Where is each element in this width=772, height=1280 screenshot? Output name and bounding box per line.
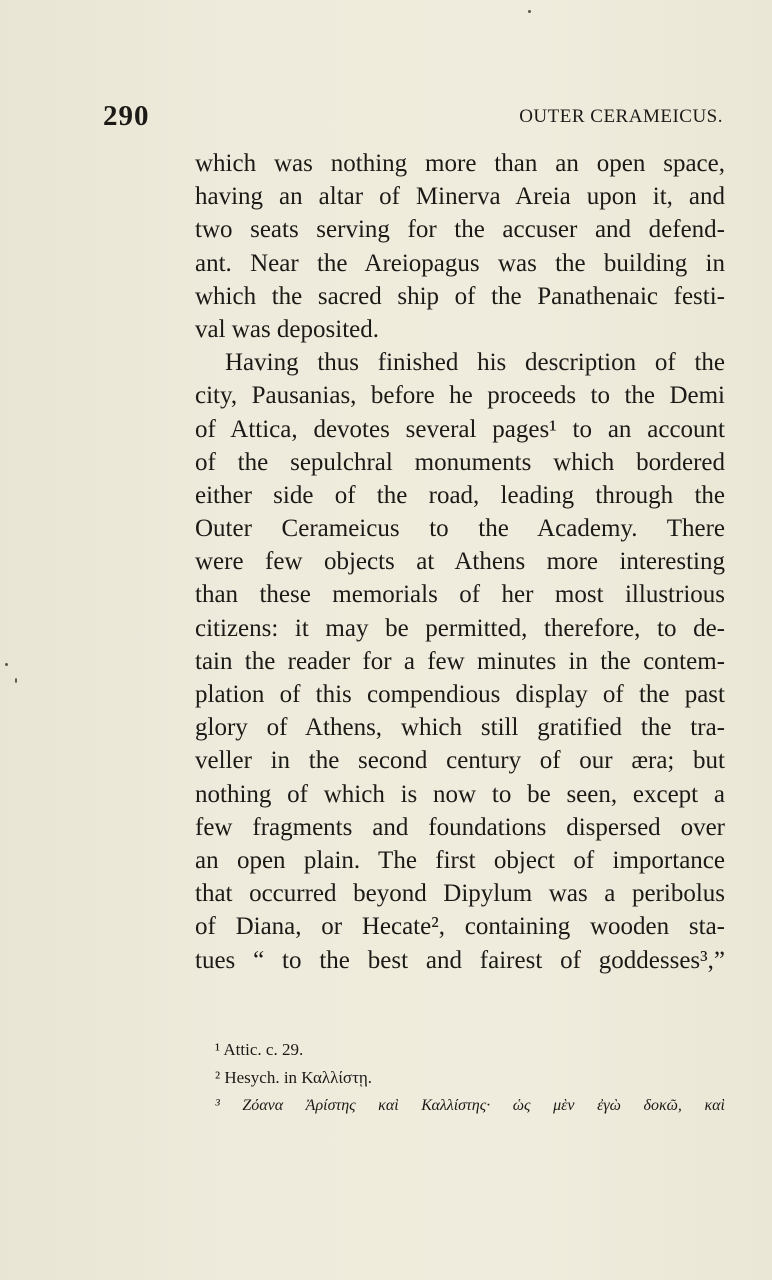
text-line: were few objects at Athens more interesting	[195, 548, 725, 576]
text-line: tain the reader for a few minutes in the contem-	[195, 647, 725, 675]
text-line: tues “ to the best and fairest of goddesses³,”	[195, 946, 725, 974]
text-line: than these memorials of her most illustrious	[195, 581, 725, 609]
text-line: few fragments and foundations dispersed over	[195, 813, 725, 841]
body-text	[195, 147, 725, 977]
text-line: having an altar of Minerva Areia upon it, and	[195, 183, 725, 211]
paper-speck	[528, 10, 531, 13]
footnotes	[215, 1036, 725, 1120]
text-line: citizens: it may be permitted, therefore, to de-	[195, 614, 725, 642]
paper-speck	[5, 663, 8, 666]
text-line: Outer Cerameicus to the Academy. There	[195, 515, 725, 543]
page-number: 290	[103, 100, 150, 132]
text-line: which was nothing more than an open space,	[195, 150, 725, 177]
footnote: ³ Ζόανα Ἀρίστης καὶ Καλλίστης· ὡς μὲν ἐγὼ δοκῶ, καὶ	[215, 1097, 725, 1114]
text-line: plation of this compendious display of the past	[195, 681, 725, 708]
text-line: ant. Near the Areiopagus was the building in	[195, 249, 725, 277]
running-head: OUTER CERAMEICUS.	[519, 106, 723, 127]
text-line: val was deposited.	[195, 315, 379, 343]
text-line: veller in the second century of our æra; but	[195, 747, 725, 775]
text-line: an open plain. The first object of importance	[195, 846, 725, 874]
text-line: of the sepulchral monuments which bordered	[195, 448, 725, 476]
text-line: of Diana, or Hecate², containing wooden sta-	[195, 913, 725, 941]
paper-speck	[15, 678, 17, 683]
text-line: that occurred beyond Dipylum was a peribolus	[195, 880, 725, 908]
text-line: two seats serving for the accuser and defend-	[195, 216, 725, 244]
footnote: ¹ Attic. c. 29.	[215, 1040, 304, 1059]
text-line: which the sacred ship of the Panathenaic festi-	[195, 282, 725, 310]
text-line: either side of the road, leading through the	[195, 481, 725, 509]
page-header	[103, 100, 723, 136]
text-line: of Attica, devotes several pages¹ to an account	[195, 415, 725, 443]
text-line: city, Pausanias, before he proceeds to the Demi	[195, 382, 725, 410]
text-line: Having thus finished his description of the	[225, 349, 725, 377]
text-line: glory of Athens, which still gratified the tra-	[195, 714, 725, 742]
text-line: nothing of which is now to be seen, except a	[195, 780, 725, 808]
footnote: ² Hesych. in Καλλίστῃ.	[215, 1068, 373, 1087]
